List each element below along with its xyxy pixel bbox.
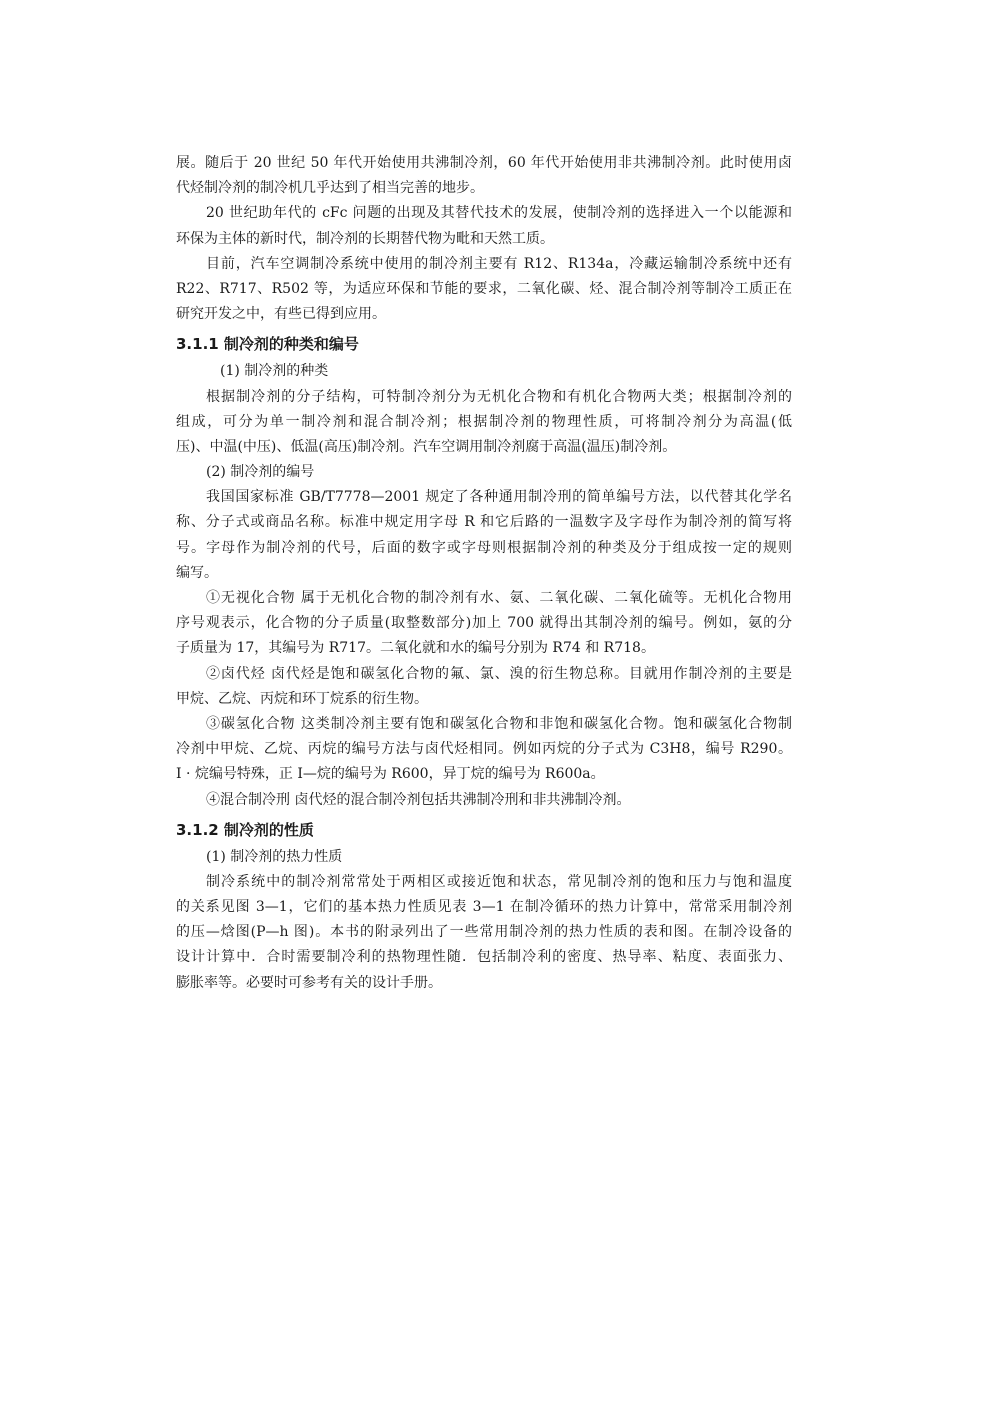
list-item-halocarbon: ②卤代烃 卤代烃是饱和碳氢化合物的氟、氯、溴的衍生物总称。目就用作制冷剂的主要是 xyxy=(206,665,792,682)
paragraph-line: 压)、中温(中压)、低温(高压)制冷剂。汽车空调用制冷剂腐于高温(温压)制冷剂。 xyxy=(176,438,677,455)
list-item-inorganic: 子质量为 17，其编号为 R717。二氧化就和水的编号分别为 R74 和 R718。 xyxy=(176,640,655,657)
paragraph-line: 根据制冷剂的分子结构，可特制冷剂分为无机化合物和有机化合物两大类；根据制冷剂的 xyxy=(206,388,792,405)
section-heading-3-1-1: 3.1.1 制冷剂的种类和编号 xyxy=(176,335,359,354)
list-item-inorganic: 序号观表示，化合物的分子质量(取整数部分)加上 700 就得出其制冷剂的编号。例如，氨的分 xyxy=(176,615,792,632)
intro-line: 环保为主体的新时代，制冷剂的长期替代物为毗和天然工质。 xyxy=(176,230,554,247)
paragraph-line: 组成，可分为单一制冷剂和混合制冷剂；根据制冷剂的物理性质，可将制冷剂分为高温(低 xyxy=(176,413,792,430)
intro-line: R22、R717、R502 等，为适应环保和节能的要求，二氧化碳、烃、混合制冷剂等制冷工质正在 xyxy=(176,280,792,297)
intro-line: 展。随后于 20 世纪 50 年代开始使用共沸制冷剂，60 年代开始使用非共沸制冷剂。此时使用卤 xyxy=(176,155,792,171)
list-item-halocarbon: 甲烷、乙烷、丙烷和环丁烷系的衍生物。 xyxy=(176,690,428,707)
paragraph-line: 制冷系统中的制冷剂常常处于两相区或接近饱和状态，常见制冷剂的饱和压力与饱和温度 xyxy=(206,873,792,890)
paragraph-line: 编写。 xyxy=(176,564,218,581)
subsection-title-kinds: (1) 制冷剂的种类 xyxy=(220,363,329,380)
paragraph-line: 我国国家标准 GB/T7778—2001 规定了各种通用制冷刑的简单编号方法，以代替其化学名 xyxy=(206,489,792,506)
paragraph-line: 设计计算中．合时需要制冷利的热物理性随．包括制冷利的密度、热导率、粘度、表面张力、 xyxy=(176,949,792,966)
intro-line: 研究开发之中，有些已得到应用。 xyxy=(176,306,386,323)
subsection-title-thermal: (1) 制冷剂的热力性质 xyxy=(206,848,343,865)
paragraph-line: 的关系见图 3—1，它们的基本热力性质见表 3—1 在制冷循环的热力计算中，常常采用制冷剂 xyxy=(176,899,792,916)
intro-line: 代烃制冷剂的制冷机几乎达到了相当完善的地步。 xyxy=(176,180,484,197)
subsection-title-numbering: (2) 制冷剂的编号 xyxy=(206,464,315,481)
list-item-hydrocarbon: 冷剂中甲烷、乙烷、丙烷的编号方法与卤代烃相同。例如丙烷的分子式为 C3H8，编号 R290。 xyxy=(176,741,792,758)
list-item-hydrocarbon: I · 烷编号特殊，正 I—烷的编号为 R600，异丁烷的编号为 R600a。 xyxy=(176,766,605,783)
intro-line: 20 世纪助年代的 cFc 问题的出现及其替代技术的发展，使制冷剂的选择进入一个以能源和 xyxy=(206,205,792,222)
list-item-hydrocarbon: ③碳氢化合物 这类制冷剂主要有饱和碳氢化合物和非饱和碳氢化合物。饱和碳氢化合物制 xyxy=(206,715,792,732)
paragraph-line: 称、分子式或商品名称。标准中规定用字母 R 和它后路的一温数字及字母作为制冷剂的简写将 xyxy=(176,514,792,531)
list-item-mixture: ④混合制冷刑 卤代烃的混合制冷剂包括共沸制冷刑和非共沸制冷剂。 xyxy=(206,791,631,808)
paragraph-line: 号。字母作为制冷剂的代号，后面的数字或字母则根据制冷剂的种类及分于组成按一定的规则 xyxy=(176,539,792,556)
document-body xyxy=(176,151,792,996)
paragraph-line: 膨胀率等。必要时可参考有关的设计手册。 xyxy=(176,974,442,991)
list-item-inorganic: ①无视化合物 属于无机化合物的制冷剂有水、氨、二氧化碳、二氧化硫等。无机化合物用 xyxy=(206,590,792,606)
section-heading-3-1-2: 3.1.2 制冷剂的性质 xyxy=(176,820,314,839)
intro-line: 目前，汽车空调制冷系统中使用的制冷剂主要有 R12、R134a，冷藏运输制冷系统中还有 xyxy=(206,255,792,272)
paragraph-line: 的压—焓图(P—h 图)。本书的附录列出了一些常用制冷剂的热力性质的表和图。在制冷设备的 xyxy=(176,924,792,941)
